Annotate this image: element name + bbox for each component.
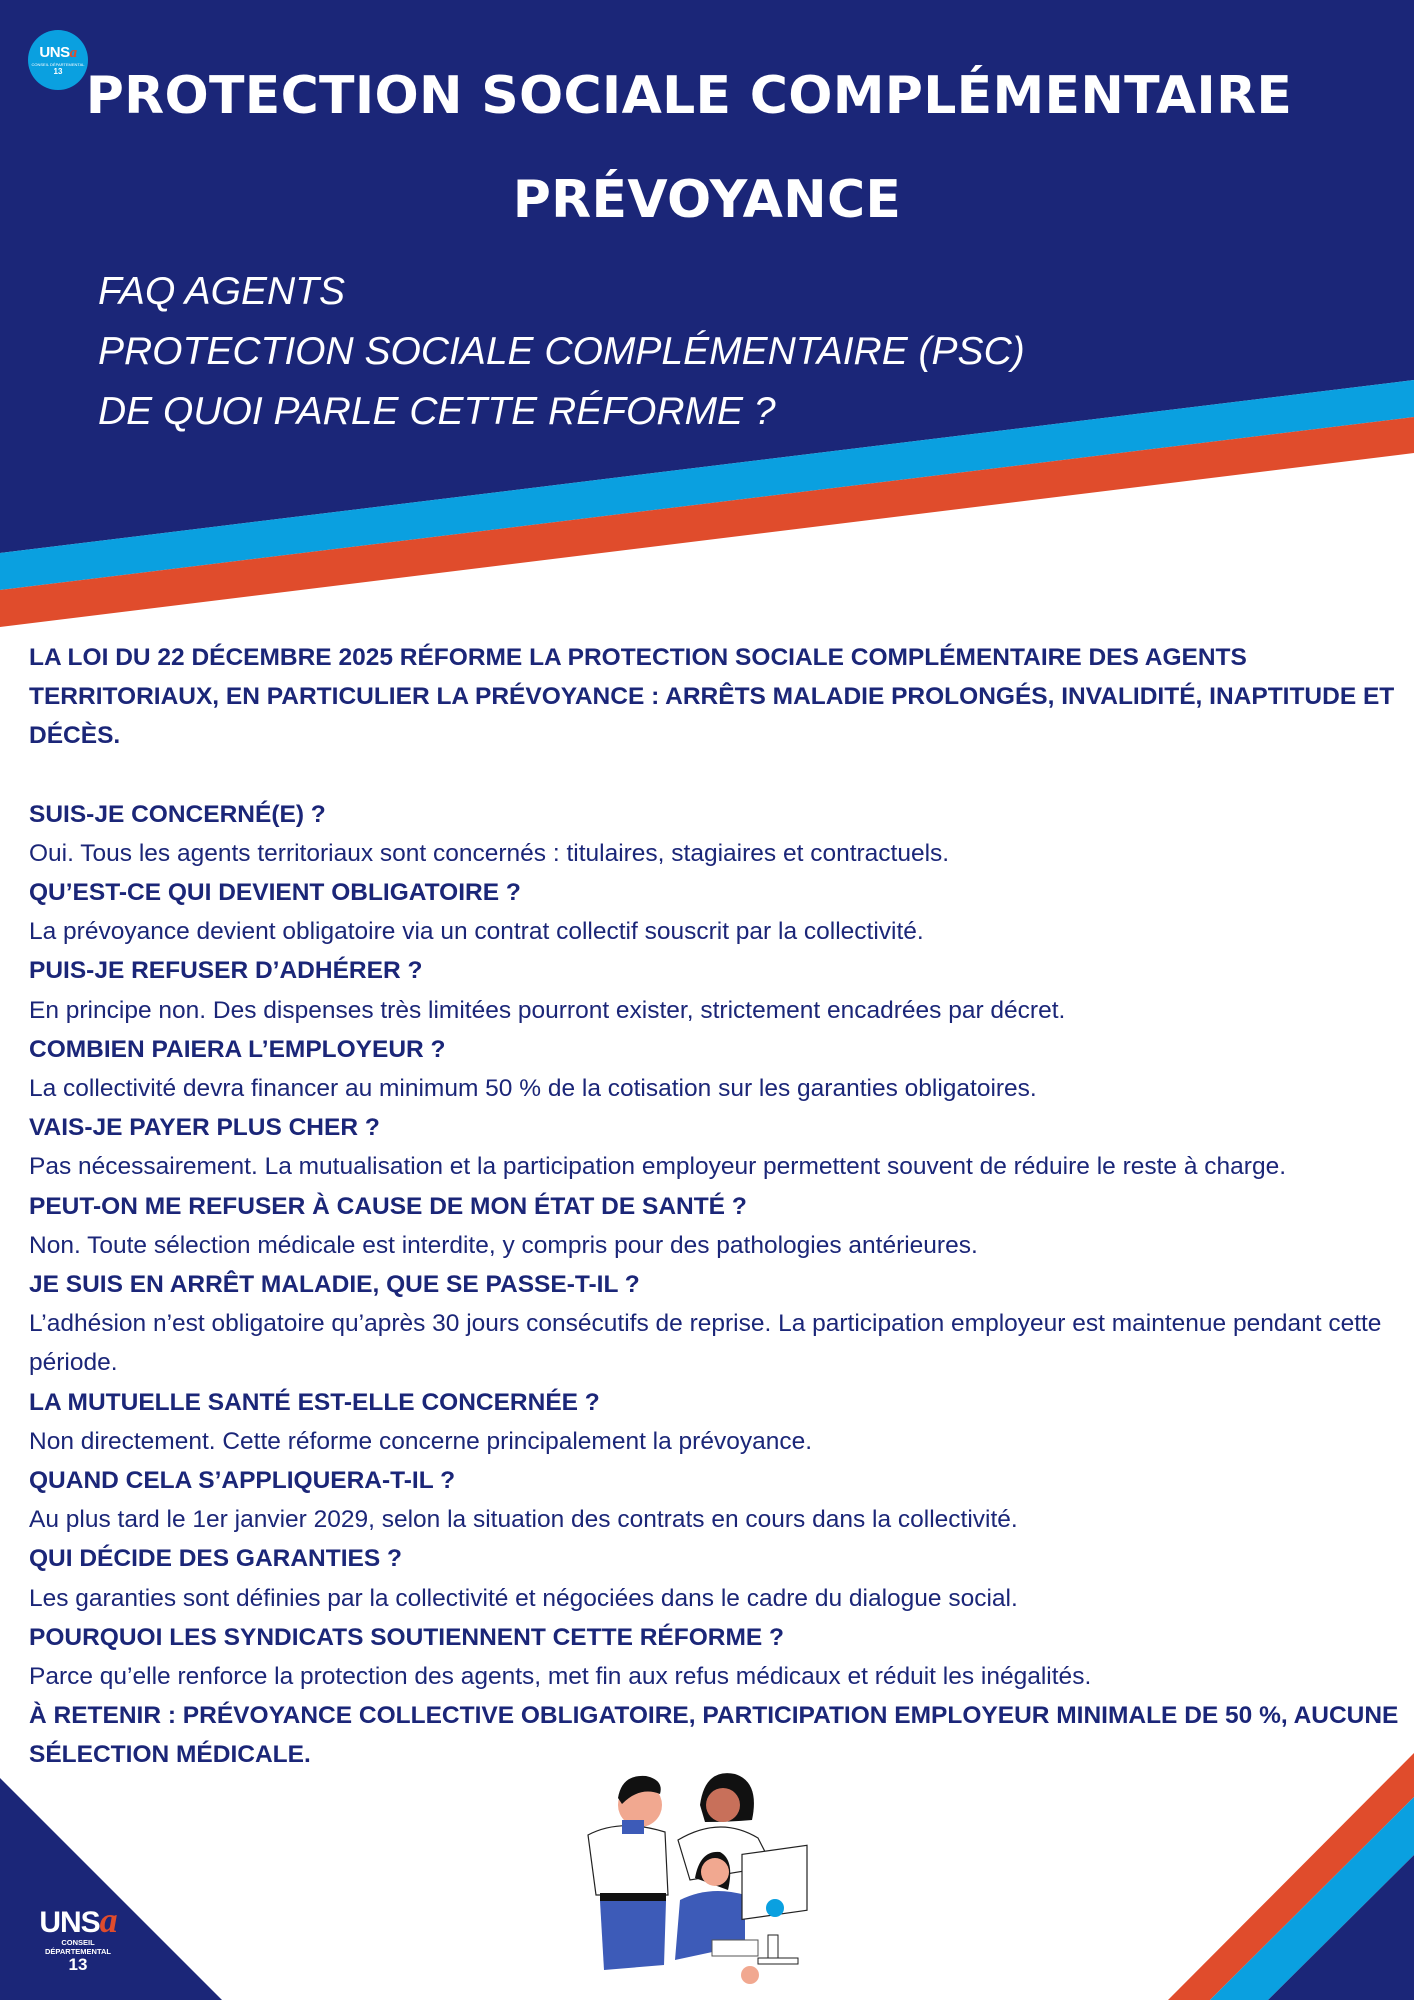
faq-question: QUI DÉCIDE DES GARANTIES ? bbox=[29, 1545, 402, 1573]
unsa-logo-bottom bbox=[34, 1900, 122, 1974]
faq-question: COMBIEN PAIERA L’EMPLOYEUR ? bbox=[29, 1035, 446, 1063]
faq-question: VAIS-JE PAYER PLUS CHER ? bbox=[29, 1114, 380, 1142]
faq-answer: Au plus tard le 1er janvier 2029, selon la situation des contrats en cours dans la collectivité. bbox=[29, 1506, 1018, 1534]
logo-subtitle: CONSEIL DÉPARTEMENTAL bbox=[31, 62, 85, 67]
subtitle-line: DE QUOI PARLE CETTE RÉFORME ? bbox=[98, 390, 776, 433]
faq-answer: Parce qu’elle renforce la protection des agents, met fin aux refus médicaux et réduit les inégalités. bbox=[29, 1663, 1092, 1691]
faq-answer: Les garanties sont définies par la collectivité et négociées dans le cadre du dialogue social. bbox=[29, 1584, 1018, 1612]
faq-answer: La collectivité devra financer au minimum 50 % de la cotisation sur les garanties obligatoires. bbox=[29, 1075, 1037, 1103]
faq-question: POURQUOI LES SYNDICATS SOUTIENNENT CETTE RÉFORME ? bbox=[29, 1623, 785, 1651]
subtitle-line: FAQ AGENTS bbox=[98, 270, 346, 313]
faq-content bbox=[29, 638, 1404, 1775]
intro-text: LA LOI DU 22 DÉCEMBRE 2025 RÉFORME LA PROTECTION SOCIALE COMPLÉMENTAIRE DES AGENTS TERRITORIAUX, EN PARTICULIER LA PRÉVOYANCE : ARRÊTS MALADIE PROLONGÉS, INVALIDITÉ, INAPTITUDE ET DÉCÈS. bbox=[29, 644, 1395, 750]
conclusion-text: À RETENIR : PRÉVOYANCE COLLECTIVE OBLIGATOIRE, PARTICIPATION EMPLOYEUR MINIMALE DE 50 %, AUCUNE SÉLECTION MÉDICALE. bbox=[29, 1702, 1399, 1769]
logo-text: UNS bbox=[39, 44, 70, 61]
logo-number: 13 bbox=[68, 1955, 88, 1974]
faq-answer: La prévoyance devient obligatoire via un contrat collectif souscrit par la collectivité. bbox=[29, 918, 924, 946]
faq-question: QUAND CELA S’APPLIQUERA-T-IL ? bbox=[29, 1467, 456, 1495]
faq-question: LA MUTUELLE SANTÉ EST-ELLE CONCERNÉE ? bbox=[29, 1388, 600, 1416]
logo-text: UNS bbox=[39, 1906, 100, 1939]
logo-subtitle: CONSEIL DÉPARTEMENTAL bbox=[45, 1938, 111, 1956]
subtitle-line: PROTECTION SOCIALE COMPLÉMENTAIRE (PSC) bbox=[98, 330, 1025, 373]
faq-question: PEUT-ON ME REFUSER À CAUSE DE MON ÉTAT DE SANTÉ ? bbox=[29, 1192, 747, 1220]
faq-list bbox=[29, 795, 1404, 1697]
people-at-computer-illustration bbox=[560, 1760, 820, 2000]
faq-answer: Pas nécessairement. La mutualisation et la participation employeur permettent souvent de réduire le reste à charge. bbox=[29, 1153, 1287, 1181]
faq-answer: Oui. Tous les agents territoriaux sont concernés : titulaires, stagiaires et contractuels. bbox=[29, 839, 950, 867]
faq-answer: Non directement. Cette réforme concerne principalement la prévoyance. bbox=[29, 1427, 813, 1455]
faq-question: PUIS-JE REFUSER D’ADHÉRER ? bbox=[29, 957, 423, 985]
page-title: PROTECTION SOCIALE COMPLÉMENTAIRE bbox=[85, 66, 1293, 126]
logo-number: 13 bbox=[53, 67, 63, 76]
logo-accent: a bbox=[69, 45, 77, 61]
faq-question: JE SUIS EN ARRÊT MALADIE, QUE SE PASSE-T-IL ? bbox=[29, 1271, 640, 1299]
faq-answer: L’adhésion n’est obligatoire qu’après 30 jours consécutifs de reprise. La participation employeur est maintenue pendant cette période. bbox=[29, 1310, 1382, 1377]
faq-question: SUIS-JE CONCERNÉ(E) ? bbox=[29, 800, 326, 828]
subtitle bbox=[98, 262, 1025, 442]
logo-accent: a bbox=[99, 1900, 117, 1940]
page-title-line2: PRÉVOYANCE bbox=[512, 170, 902, 230]
faq-answer: En principe non. Des dispenses très limitées pourront exister, strictement encadrées par décret. bbox=[29, 996, 1066, 1024]
man-figure bbox=[588, 1776, 668, 1970]
faq-answer: Non. Toute sélection médicale est interdite, y compris pour des pathologies antérieures. bbox=[29, 1231, 978, 1259]
faq-question: QU’EST-CE QUI DEVIENT OBLIGATOIRE ? bbox=[29, 879, 521, 907]
